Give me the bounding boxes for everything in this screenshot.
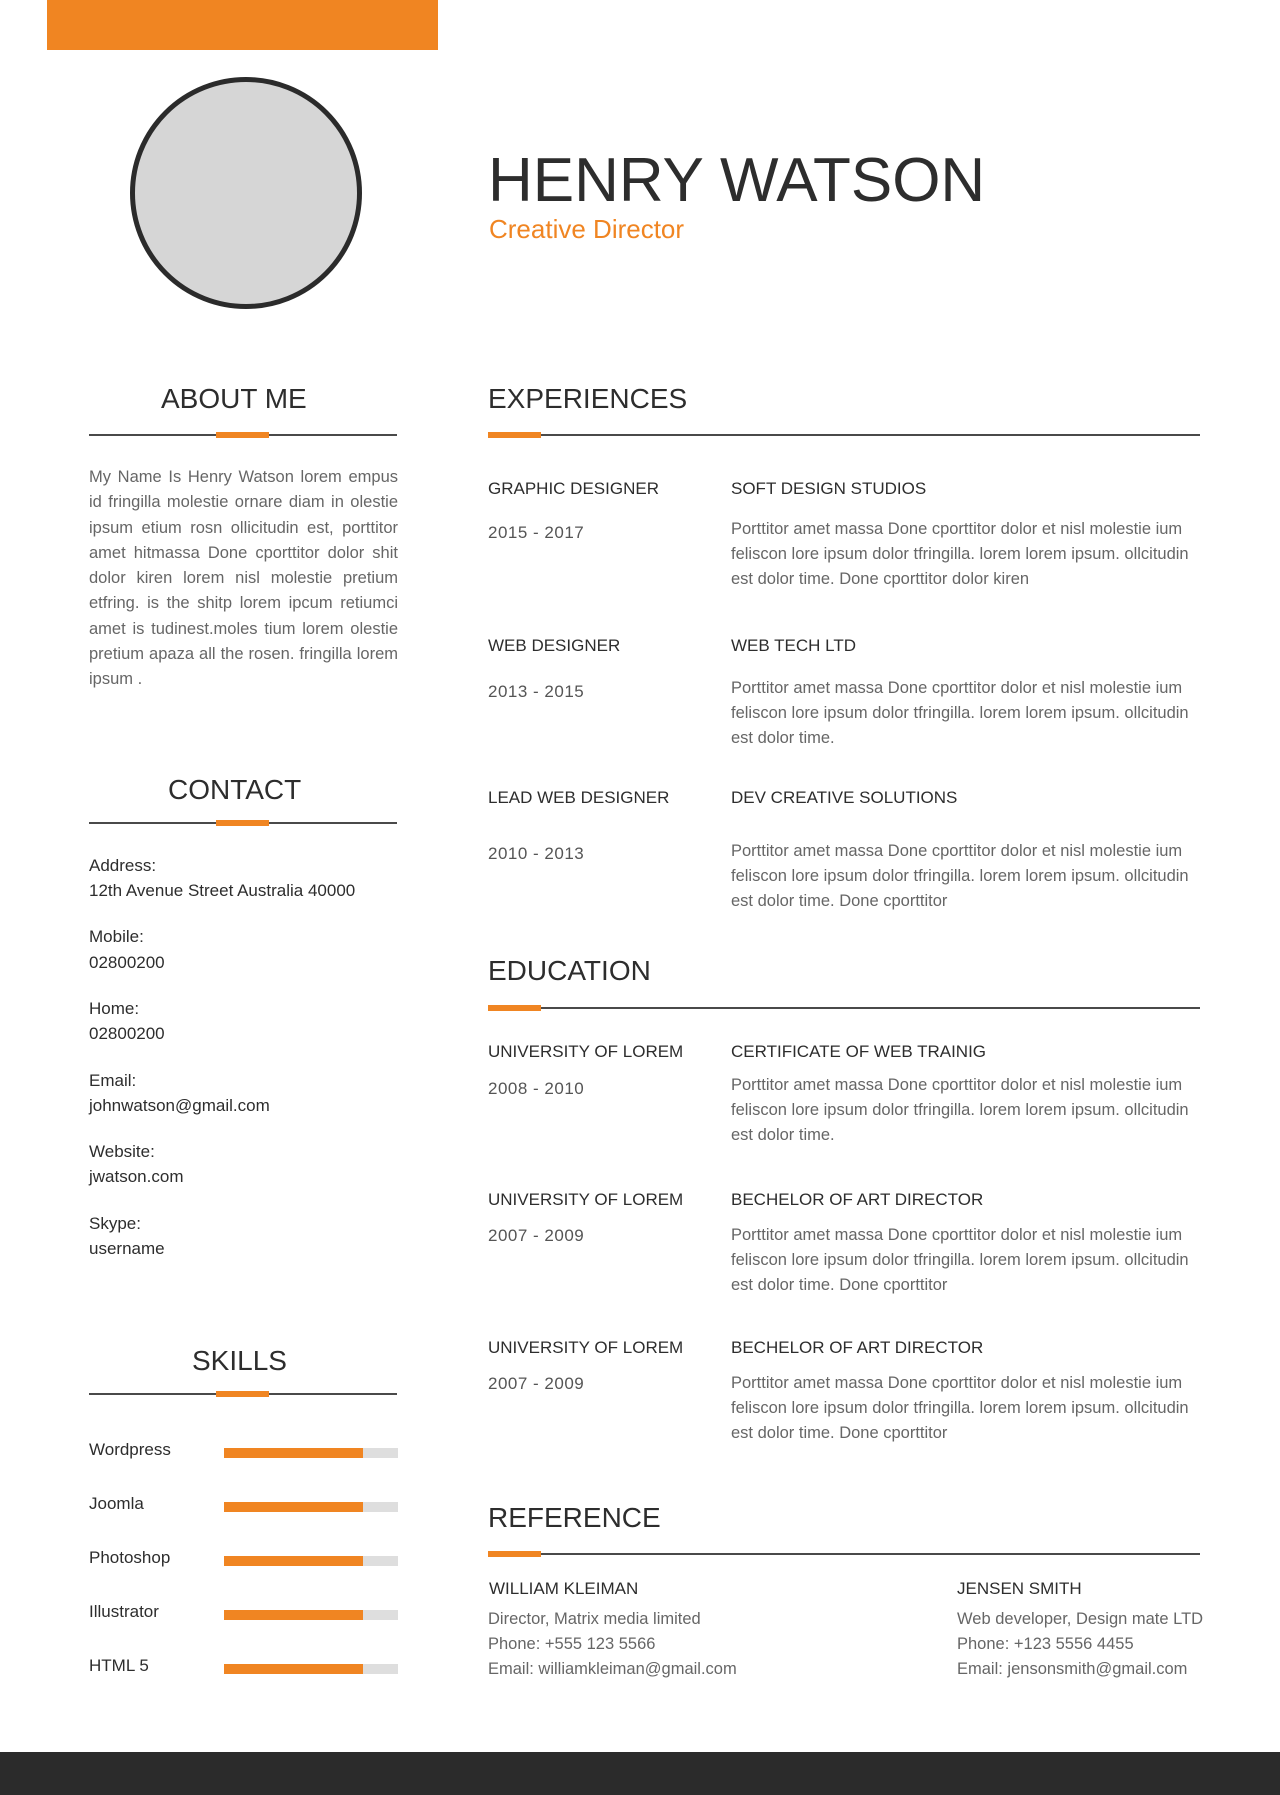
contact-website-value: jwatson.com bbox=[89, 1167, 184, 1186]
top-accent-bar bbox=[47, 0, 438, 50]
about-accent bbox=[216, 432, 269, 438]
ref-1-name: WILLIAM KLEIMAN bbox=[489, 1579, 639, 1598]
skill-name: Photoshop bbox=[89, 1548, 171, 1567]
exp-2-position: WEB DESIGNER bbox=[488, 636, 621, 655]
skill-bar-track bbox=[224, 1664, 398, 1674]
contact-mobile-value: 02800200 bbox=[89, 953, 165, 972]
ref-2-name: JENSEN SMITH bbox=[957, 1579, 1082, 1598]
candidate-role: Creative Director bbox=[489, 214, 685, 244]
contact-skype-label: Skype: bbox=[89, 1214, 141, 1233]
contact-email-label: Email: bbox=[89, 1071, 137, 1090]
skill-name: Joomla bbox=[89, 1494, 144, 1513]
reference-accent bbox=[488, 1551, 541, 1557]
ref-1-phone: Phone: +555 123 5566 bbox=[488, 1635, 656, 1653]
skill-bar-fill bbox=[224, 1610, 363, 1620]
edu-1-school: UNIVERSITY OF LOREM bbox=[488, 1042, 684, 1061]
reference-rule bbox=[488, 1553, 1200, 1555]
contact-email-value: johnwatson@gmail.com bbox=[89, 1096, 270, 1115]
skill-bar-fill bbox=[224, 1448, 363, 1458]
about-text: My Name Is Henry Watson lorem empus id fringilla molestie ornare diam in olestie ipsum etium rosn ollicitudin est, porttitor amet hitmassa Done cporttitor dolor shit dolor kiren lorem nisl molestie pretium etfring. is the shitp lorem ipcum retiumci amet is tudinest.moles tium lorem olestie pretium apaza all the rosen. fringilla lorem ipsum . bbox=[89, 468, 398, 689]
ref-2-title: Web developer, Design mate LTD bbox=[957, 1610, 1204, 1628]
skill-name: Wordpress bbox=[89, 1440, 171, 1459]
contact-home-label: Home: bbox=[89, 999, 140, 1018]
education-accent bbox=[488, 1005, 541, 1011]
candidate-name: HENRY WATSON bbox=[488, 146, 986, 215]
contact-website-label: Website: bbox=[89, 1142, 155, 1161]
exp-2-company: WEB TECH LTD bbox=[731, 636, 856, 655]
education-title: EDUCATION bbox=[488, 955, 651, 986]
skill-bar-track bbox=[224, 1448, 398, 1458]
footer-bar bbox=[0, 1752, 1280, 1795]
edu-2-years: 2007 - 2009 bbox=[488, 1226, 585, 1245]
exp-1-company: SOFT DESIGN STUDIOS bbox=[731, 479, 927, 498]
edu-1-years: 2008 - 2010 bbox=[488, 1079, 585, 1098]
skill-bar-track bbox=[224, 1556, 398, 1566]
exp-3-position: LEAD WEB DESIGNER bbox=[488, 788, 670, 807]
skill-bar-track bbox=[224, 1610, 398, 1620]
edu-1-degree: CERTIFICATE OF WEB TRAINIG bbox=[731, 1042, 987, 1061]
edu-3-desc: Porttitor amet massa Done cporttitor dolor et nisl molestie ium feliscon lore ipsum dolor tfringilla. lorem lorem ipsum. ollcitudin est dolor time. Done cporttitor bbox=[731, 1374, 1189, 1442]
exp-3-desc: Porttitor amet massa Done cporttitor dolor et nisl molestie ium feliscon lore ipsum dolor tfringilla. lorem lorem ipsum. ollcitudin est dolor time. Done cporttitor bbox=[731, 842, 1189, 910]
exp-2-years: 2013 - 2015 bbox=[488, 682, 585, 701]
edu-2-desc: Porttitor amet massa Done cporttitor dolor et nisl molestie ium feliscon lore ipsum dolor tfringilla. lorem lorem ipsum. ollcitudin est dolor time. Done cporttitor bbox=[731, 1226, 1189, 1294]
skill-bar-track bbox=[224, 1502, 398, 1512]
exp-3-years: 2010 - 2013 bbox=[488, 844, 585, 863]
contact-home-value: 02800200 bbox=[89, 1024, 165, 1043]
skill-bar-fill bbox=[224, 1664, 363, 1674]
skill-name: HTML 5 bbox=[89, 1656, 149, 1675]
contact-mobile-label: Mobile: bbox=[89, 927, 144, 946]
contact-skype-value: username bbox=[89, 1239, 165, 1258]
skill-bar-fill bbox=[224, 1556, 363, 1566]
skills-accent bbox=[216, 1391, 269, 1397]
contact-accent bbox=[216, 820, 269, 826]
experiences-title: EXPERIENCES bbox=[488, 383, 688, 414]
skill-name: Illustrator bbox=[89, 1602, 159, 1621]
edu-2-school: UNIVERSITY OF LOREM bbox=[488, 1190, 684, 1209]
exp-1-position: GRAPHIC DESIGNER bbox=[488, 479, 659, 498]
exp-1-desc: Porttitor amet massa Done cporttitor dolor et nisl molestie ium feliscon lore ipsum dolor tfringilla. lorem lorem ipsum. ollcitudin est dolor time. Done cporttitor dolor kiren bbox=[731, 520, 1189, 588]
ref-2-email: Email: jensonsmith@gmail.com bbox=[957, 1660, 1188, 1678]
reference-title: REFERENCE bbox=[488, 1502, 661, 1533]
ref-1-email: Email: williamkleiman@gmail.com bbox=[488, 1660, 737, 1678]
edu-3-school: UNIVERSITY OF LOREM bbox=[488, 1338, 684, 1357]
exp-3-company: DEV CREATIVE SOLUTIONS bbox=[731, 788, 958, 807]
skills-title: SKILLS bbox=[192, 1345, 287, 1376]
ref-2-phone: Phone: +123 5556 4455 bbox=[957, 1635, 1134, 1653]
ref-1-title: Director, Matrix media limited bbox=[488, 1610, 701, 1628]
contact-address-label: Address: bbox=[89, 856, 157, 875]
about-title: ABOUT ME bbox=[161, 383, 307, 414]
contact-address-value: 12th Avenue Street Australia 40000 bbox=[89, 881, 356, 900]
profile-photo-placeholder bbox=[130, 77, 362, 309]
skill-bar-fill bbox=[224, 1502, 363, 1512]
experiences-accent bbox=[488, 432, 541, 438]
edu-3-years: 2007 - 2009 bbox=[488, 1374, 585, 1393]
edu-3-degree: BECHELOR OF ART DIRECTOR bbox=[731, 1338, 984, 1357]
edu-1-desc: Porttitor amet massa Done cporttitor dolor et nisl molestie ium feliscon lore ipsum dolor tfringilla. lorem lorem ipsum. ollcitudin est dolor time. bbox=[731, 1076, 1189, 1144]
exp-2-desc: Porttitor amet massa Done cporttitor dolor et nisl molestie ium feliscon lore ipsum dolor tfringilla. lorem lorem ipsum. ollcitudin est dolor time. bbox=[731, 679, 1189, 747]
contact-title: CONTACT bbox=[168, 774, 302, 805]
education-rule bbox=[488, 1007, 1200, 1009]
experiences-rule bbox=[488, 434, 1200, 436]
edu-2-degree: BECHELOR OF ART DIRECTOR bbox=[731, 1190, 984, 1209]
exp-1-years: 2015 - 2017 bbox=[488, 523, 585, 542]
